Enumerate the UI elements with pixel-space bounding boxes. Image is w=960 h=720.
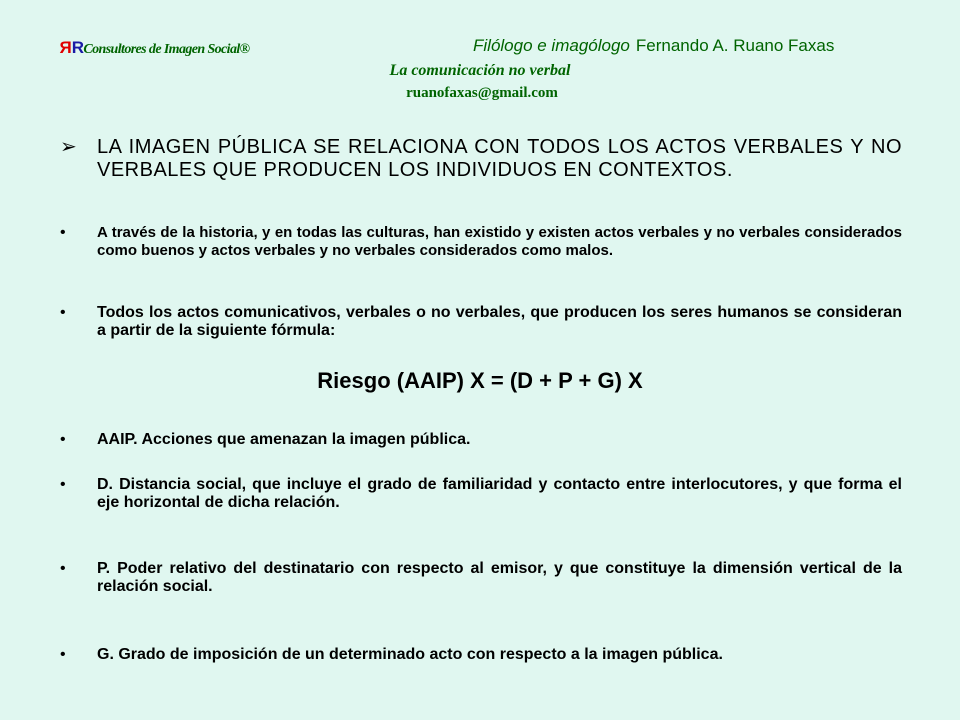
bullet-icon: •: [60, 476, 66, 493]
list-item: [60, 646, 902, 664]
list-item: [60, 304, 902, 340]
bullet-icon: •: [60, 431, 66, 448]
email-text: ruanofaxas@gmail.com: [406, 85, 558, 101]
headline: [60, 136, 902, 182]
formula-text: Riesgo (AAIP) X = (D + P + G) X: [317, 368, 643, 393]
logo-letter-red: R: [60, 38, 72, 57]
list-item: [60, 431, 902, 449]
author-name: Fernando A. Ruano Faxas: [635, 36, 835, 55]
logo-text: Consultores de Imagen Social®: [83, 42, 250, 57]
list-item-text: Todos los actos comunicativos, verbales o no verbales, que producen los seres humanos se consideran a partir de la siguiente fórmula:: [97, 304, 902, 339]
list-item-text: G. Grado de imposición de un determinado acto con respecto a la imagen pública.: [97, 646, 723, 663]
list-item-text: D. Distancia social, que incluye el grado de familiaridad y contacto entre interlocutores, y que forma el eje horizontal de dicha relación.: [97, 476, 902, 511]
author-profession: Filólogo e imagólogo: [473, 36, 630, 55]
bullet-icon: •: [60, 560, 66, 577]
bullet-icon: •: [60, 646, 66, 663]
bullet-icon: •: [60, 304, 66, 321]
subtitle-text: La comunicación no verbal: [389, 62, 571, 79]
contact-email: [0, 85, 960, 102]
logo-letter-blue: R: [71, 38, 84, 57]
slide-subtitle: [0, 62, 960, 80]
arrow-bullet-icon: ➢: [60, 136, 77, 158]
brand-logo: [60, 38, 250, 58]
list-item: [60, 560, 902, 596]
list-item: [60, 224, 902, 260]
list-item: [60, 476, 902, 512]
bullet-icon: •: [60, 224, 66, 241]
formula: [0, 368, 960, 394]
list-item-text: A través de la historia, y en todas las culturas, han existido y existen actos verbales y no verbales considerados como buenos y actos verbales y no verbales considerados como malos.: [97, 224, 902, 259]
list-item-text: P. Poder relativo del destinatario con respecto al emisor, y que constituye la dimensión vertical de la relación social.: [97, 560, 902, 595]
author-line: [473, 36, 834, 56]
list-item-text: AAIP. Acciones que amenazan la imagen pública.: [97, 431, 471, 448]
headline-text: LA IMAGEN PÚBLICA SE RELACIONA CON TODOS LOS ACTOS VERBALES Y NO VERBALES QUE PRODUCEN LOS INDIVIDUOS EN CONTEXTOS.: [97, 136, 902, 181]
